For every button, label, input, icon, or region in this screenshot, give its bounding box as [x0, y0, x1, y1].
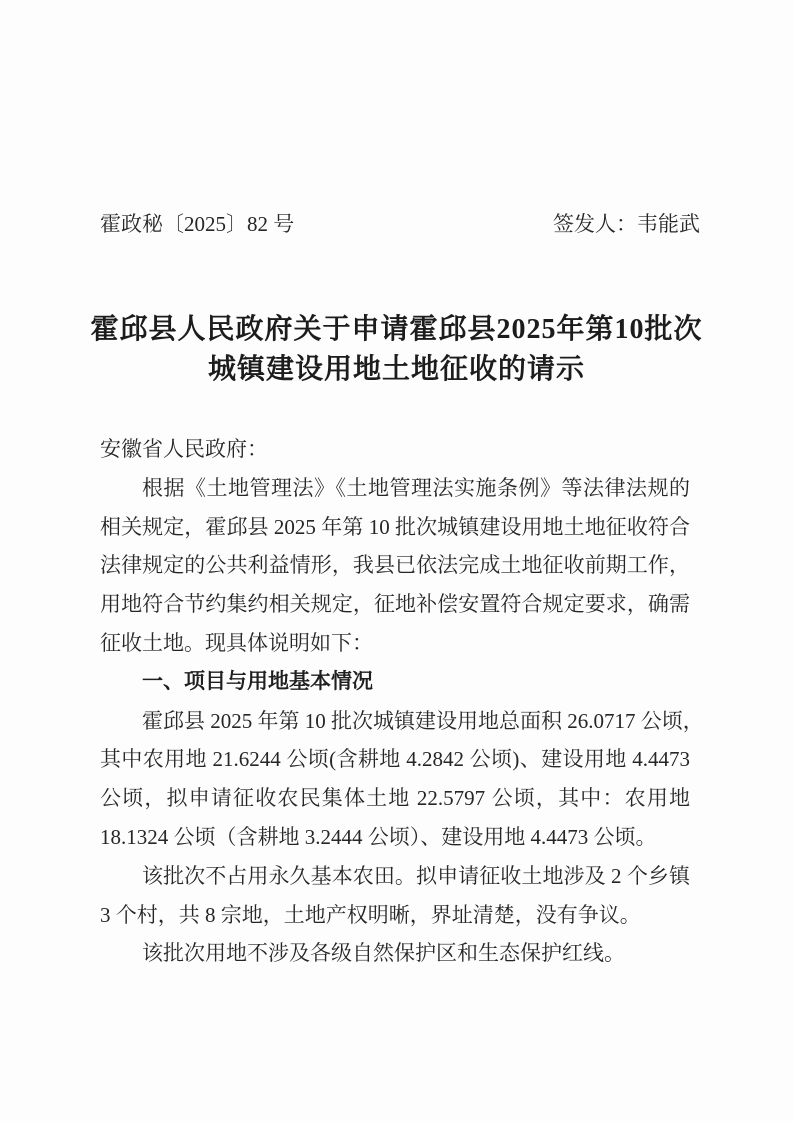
paragraph-line: 其中农用地 21.6244 公顷(含耕地 4.2842 公顷)、建设用地 4.4473: [100, 747, 690, 772]
paragraph-line: 3 个村，共 8 宗地，土地产权明晰，界址清楚，没有争议。: [100, 902, 641, 927]
issuer-name: 签发人：韦能武: [553, 212, 700, 236]
paragraph-line: 该批次不占用永久基本农田。拟申请征收土地涉及 2 个乡镇: [142, 863, 690, 888]
document-body: [100, 430, 704, 973]
document-title-line-2: 城镇建设用地土地征收的请示: [207, 354, 585, 385]
body-paragraph: [100, 857, 690, 935]
paragraph-line: 相关规定，霍邱县 2025 年第 10 批次城镇建设用地土地征收符合: [100, 514, 690, 539]
paragraph-line: 一、项目与用地基本情况: [142, 669, 373, 693]
section-heading: [100, 663, 690, 702]
paragraph-line: 公顷，拟申请征收农民集体土地 22.5797 公顷，其中：农用地: [100, 786, 690, 811]
body-paragraph: [100, 469, 690, 663]
document-title: [0, 310, 793, 390]
paragraph-line: 根据《土地管理法》《土地管理法实施条例》等法律法规的: [142, 475, 690, 500]
body-paragraph: [100, 702, 704, 857]
doc-number: 霍政秘〔2025〕82 号: [100, 212, 295, 236]
paragraph-line: 18.1324 公顷（含耕地 3.2444 公顷）、建设用地 4.4473 公顷。: [100, 824, 657, 849]
paragraph-line: 法律规定的公共利益情形，我县已依法完成土地征收前期工作，: [100, 553, 690, 578]
salutation: 安徽省人民政府：: [100, 437, 268, 461]
document-meta-row: [100, 211, 700, 238]
paragraph-line: 征收土地。现具体说明如下：: [100, 630, 373, 655]
paragraph-line: 用地符合节约集约相关规定，征地补偿安置符合规定要求，确需: [100, 592, 690, 617]
paragraphs: [100, 469, 704, 973]
paragraph-line: 霍邱县 2025 年第 10 批次城镇建设用地总面积 26.0717 公顷，: [142, 708, 704, 733]
body-paragraph: [100, 934, 690, 973]
document-title-line-1: 霍邱县人民政府关于申请霍邱县2025年第10批次: [90, 314, 703, 345]
paragraph-line: 该批次用地不涉及各级自然保护区和生态保护红线。: [142, 941, 625, 966]
